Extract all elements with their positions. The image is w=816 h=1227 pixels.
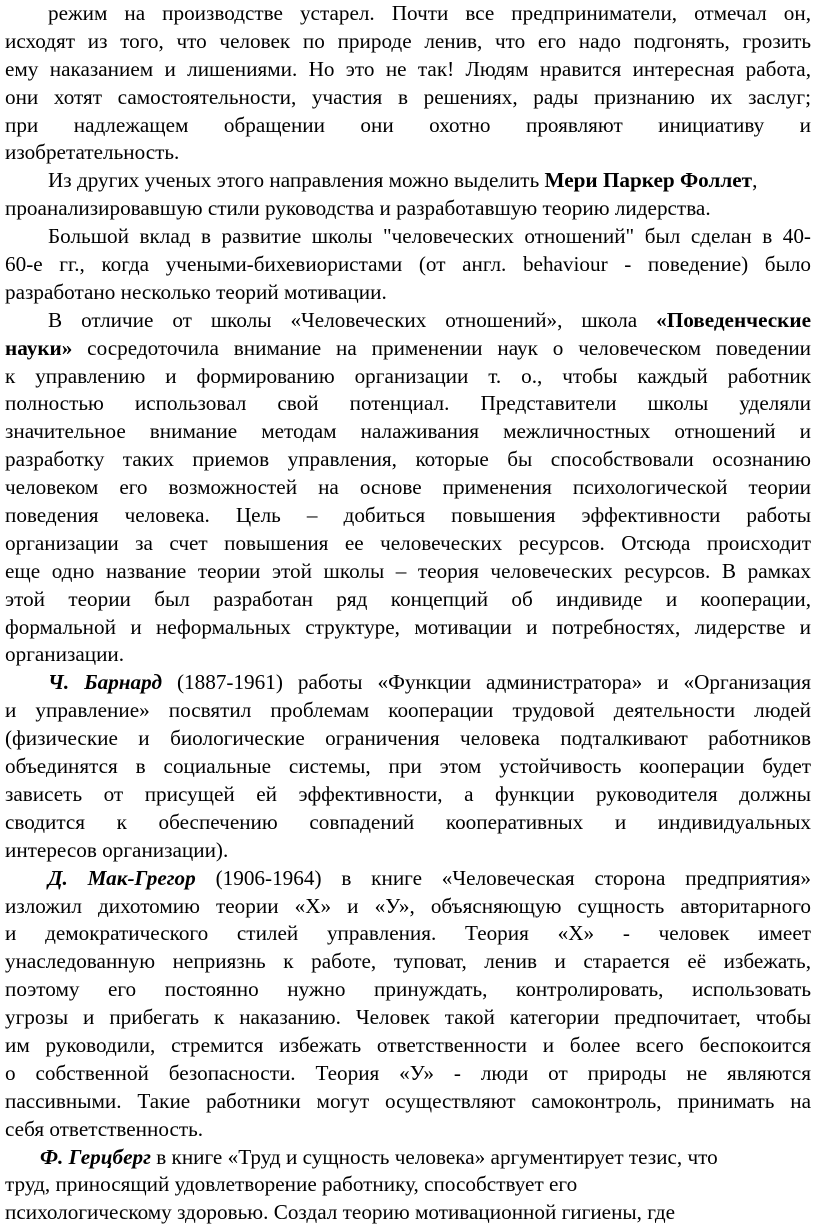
text-line: [5, 669, 811, 697]
text-line: объединятся в социальные системы, при этом устойчивость кооперации будет: [5, 754, 811, 779]
text-line: изобретательность.: [5, 140, 180, 165]
text-line: этой теории был разработан ряд концепций об индивиде и кооперации,: [5, 586, 811, 611]
text-line: формальной и неформальных структуре, мотивации и потребностях, лидерстве и: [5, 614, 811, 639]
text-line: (физические и биологические ограничения человека подталкивают работников: [5, 726, 811, 751]
text-run: В отличие от школы «Человеческих отношений», школа: [48, 307, 657, 332]
text-run: сосредоточила внимание на применении наук о человеческом поведении: [72, 335, 811, 360]
text-line: еще одно название теории этой школы – теория человеческих ресурсов. В рамках: [5, 558, 811, 583]
person-name-herzberg: Ф. Герцберг: [40, 1144, 151, 1169]
text-line: труд, приносящий удовлетворение работнику, способствует его: [5, 1172, 578, 1197]
paragraph-2: [5, 167, 811, 223]
text-line: организации за счет повышения ее человеческих ресурсов. Отсюда происходит: [5, 530, 811, 555]
text-line: [5, 307, 811, 335]
document-page: [5, 0, 811, 1227]
school-name-behavioral: «Поведенческие: [656, 307, 811, 332]
text-run: Из других ученых этого направления можно выделить: [48, 168, 545, 193]
paragraph-1: [5, 0, 811, 167]
text-line: проанализировавшую стили руководства и разработавшую теорию лидерства.: [5, 196, 711, 221]
text-line: [5, 1144, 811, 1172]
text-run: (1906-1964) в книге «Человеческая сторона предприятия»: [195, 865, 811, 890]
text-line: себя ответственность.: [5, 1116, 204, 1141]
text-line: психологическому здоровью. Создал теорию мотивационной гигиены, где: [5, 1200, 676, 1225]
text-line: о собственной безопасности. Теория «У» - люди от природы не являются: [5, 1060, 811, 1085]
person-name-barnard: Ч. Барнард: [48, 670, 162, 695]
text-line: Большой вклад в развитие школы "человеческих отношений" был сделан в 40-: [48, 224, 811, 249]
text-line: [5, 167, 811, 195]
text-line: разработано несколько теорий мотивации.: [5, 279, 387, 304]
paragraph-5: [5, 669, 811, 864]
text-line: угрозы и прибегать к наказанию. Человек такой категории предпочитает, чтобы: [5, 1005, 811, 1030]
text-line: поведения человека. Цель – добиться повышения эффективности работы: [5, 503, 811, 528]
text-line: они хотят самостоятельности, участия в решениях, рады признанию их заслуг;: [5, 84, 811, 109]
text-line: [5, 335, 811, 363]
text-line: человеком его возможностей на основе применения психологической теории: [5, 475, 811, 500]
text-line: поэтому его постоянно нужно принуждать, контролировать, использовать: [5, 977, 811, 1002]
text-line: полностью использовал свой потенциал. Представители школы уделяли: [5, 391, 811, 416]
paragraph-7: [5, 1144, 811, 1227]
text-line: зависеть от присущей ей эффективности, а функции руководителя должны: [5, 781, 811, 806]
text-line: изложил дихотомию теории «X» и «У», объясняющую сущность авторитарного: [5, 893, 811, 918]
text-line: режим на производстве устарел. Почти все предприниматели, отмечал он,: [48, 1, 811, 25]
text-line: при надлежащем обращении они охотно проявляют инициативу и: [5, 112, 811, 137]
text-line: организации.: [5, 642, 125, 667]
person-name-follett: Мери Паркер Фоллет: [544, 168, 753, 193]
text-line: сводится к обеспечению совпадений кооперативных и индивидуальных: [5, 809, 811, 834]
paragraph-3: [5, 223, 811, 307]
text-line: им руководили, стремится избежать ответственности и более всего беспокоится: [5, 1032, 811, 1057]
text-run: в книге «Труд и сущность человека» аргументирует тезис, что: [150, 1144, 718, 1169]
text-line: [5, 865, 811, 893]
text-line: 60-е гг., когда учеными-бихевиористами (от англ. behaviour - поведение) было: [5, 252, 811, 277]
paragraph-6: [5, 865, 811, 1144]
text-run: (1887-1961) работы «Функции администратора» и «Организация: [161, 670, 811, 695]
text-line: и управление» посвятил проблемам кооперации трудовой деятельности людей: [5, 698, 811, 723]
text-line: интересов организации).: [5, 837, 229, 862]
text-run: ,: [752, 168, 758, 193]
text-line: разработку таких приемов управления, которые бы способствовали осознанию: [5, 447, 811, 472]
school-name-behavioral-cont: науки»: [5, 335, 73, 360]
text-line: к управлению и формированию организации т. о., чтобы каждый работник: [5, 363, 811, 388]
person-name-mcgregor: Д. Мак-Грегор: [48, 865, 196, 890]
text-line: ему наказанием и лишениями. Но это не так! Людям нравится интересная работа,: [5, 56, 811, 81]
text-line: унаследованную неприязнь к работе, туповат, ленив и старается её избежать,: [5, 949, 811, 974]
text-line: и демократического стилей управления. Теория «X» - человек имеет: [5, 921, 811, 946]
text-line: исходят из того, что человек по природе ленив, что его надо подгонять, грозить: [5, 28, 811, 53]
paragraph-4: [5, 307, 811, 670]
text-line: значительное внимание методам налаживания межличностных отношений и: [5, 419, 811, 444]
text-line: пассивными. Такие работники могут осуществляют самоконтроль, принимать на: [5, 1088, 811, 1113]
